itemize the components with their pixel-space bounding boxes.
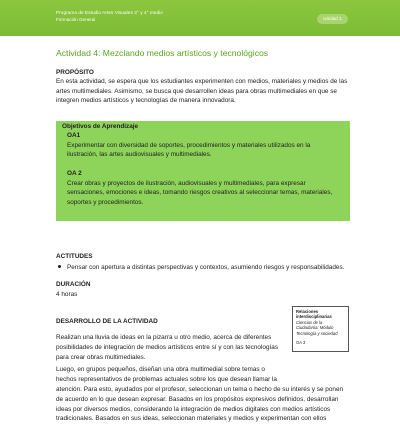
activity-title: Actividad 4: Mezclando medios artísticos y tecnológicos (56, 48, 269, 58)
desarrollo-line: para crear obras multimediales. (56, 353, 146, 361)
program-subtitle: Formación General (56, 17, 96, 22)
program-title: Programa de Estudio Artes Visuales 3° y 4° medio (56, 10, 163, 15)
oa1-code: OA1 (67, 132, 81, 139)
desarrollo-line: atención. Para esto, ayudados por el profesor, seleccionan un tema o hecho de su interés y se ponen (56, 386, 344, 393)
oa2-line: Crear obras y proyectos de ilustración, audiovisuales y multimediales, para expresar (67, 180, 306, 187)
interdisciplinary-body: Ciencias de la Ciudadanía: Módulo Tecnología y sociedad (296, 320, 338, 336)
interdisciplinary-title: Relaciones interdisciplinarias (296, 309, 332, 320)
desarrollo-paragraph-1 (56, 333, 288, 362)
proposito-line: artes multimediales. Asimismo, se busca que desarrollen ideas para obras multimediales en que se (56, 87, 337, 95)
proposito-line: En esta actividad, se espera que los estudiantes experimenten con medios, materiales y medios de las (56, 78, 348, 85)
desarrollo-heading: DESARROLLO DE LA ACTIVIDAD (56, 318, 158, 325)
desarrollo-paragraph-2-cont (56, 385, 346, 424)
desarrollo-line: hechos representativos de problemas actuales sobre los que desean llamar la (56, 375, 277, 383)
oa1-line: Experimentar con diversidad de soportes, procedimientos y materiales utilizados en la (67, 142, 311, 149)
oa2-line: sensaciones, emociones e ideas, tomando riesgos creativos al seleccionar temas, materiales, (67, 189, 333, 197)
proposito-heading: PROPÓSITO (56, 69, 94, 76)
actitud-item: Pensar con apertura a distintas perspectivas y contextos, asumiendo riesgos y responsabilidades. (67, 264, 345, 271)
oa1-line: ilustración, las artes audiovisuales y multimediales. (67, 151, 212, 159)
desarrollo-line: Realizan una lluvia de ideas en la pizarra u otro medio, acerca de diferentes (56, 334, 272, 341)
desarrollo-line: de acuerdo en lo que desean expresar. Basados en los propósitos expresivos definidos, desarrollan (56, 395, 339, 403)
objetivos-heading: Objetivos de Aprendizaje (62, 123, 139, 130)
desarrollo-line: tradicionales. Basados en sus ideas, seleccionan materiales y medios y experimentan con ellos (56, 415, 327, 423)
proposito-line: integren medios artísticos y tecnologías de manera innovadora. (56, 97, 236, 105)
oa2-text (67, 179, 345, 207)
oa2-line: soportes y procedimientos. (67, 198, 144, 206)
actitudes-heading: ACTITUDES (56, 253, 93, 260)
unit-badge: Unidad 1 (317, 14, 348, 24)
desarrollo-line: Luego, en grupos pequeños, diseñan una obra multimedial sobre temas o (56, 366, 265, 373)
desarrollo-line: ideas por diversos medios, considerando la integración de medios digitales con medios artísticos (56, 405, 331, 413)
desarrollo-line: posibilidades de integración de medios artísticos entre sí y con las tecnologías (56, 343, 279, 351)
duracion-value: 4 horas (56, 291, 78, 298)
interdisciplinary-oa: OA 3 (296, 340, 306, 345)
oa2-code: OA 2 (67, 170, 82, 177)
bullet-icon (58, 265, 61, 268)
proposito-text (56, 77, 346, 106)
duracion-heading: DURACIÓN (56, 281, 91, 288)
oa1-text (67, 141, 345, 160)
desarrollo-paragraph-2 (56, 365, 288, 385)
